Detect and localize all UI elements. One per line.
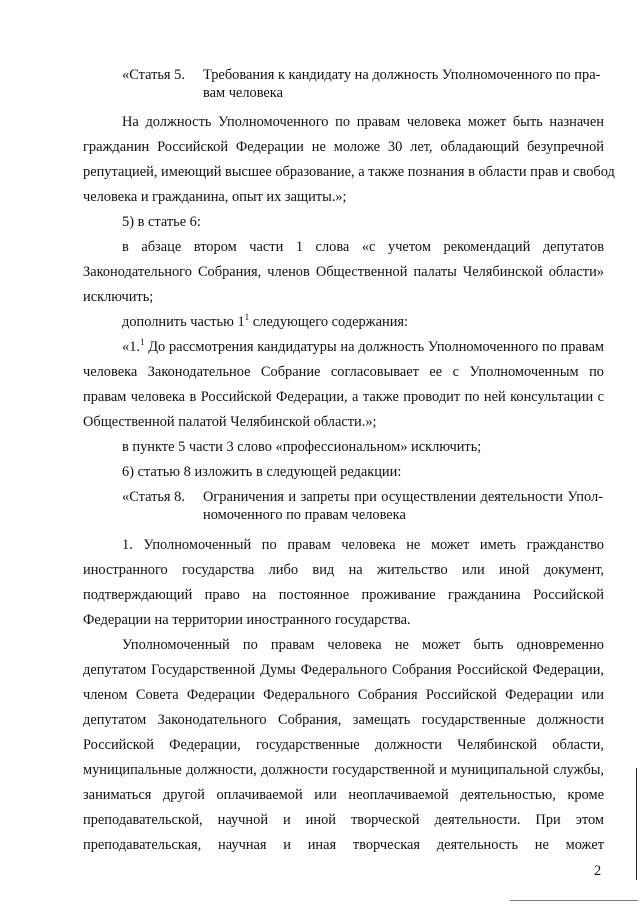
- paragraph-text: следующего содержания:: [249, 314, 409, 330]
- paragraph-line: правам человека в Российской Федерации, а также проводит по ней консультации с: [83, 389, 604, 405]
- paragraph-line: подтверждающий право на постоянное проживание гражданина Российской: [83, 587, 604, 603]
- paragraph-line: членом Совета Федерации Федерального Собрания Российской Федерации или: [83, 687, 604, 703]
- paragraph-line: преподавательской, научной и иной творческой деятельности. При этом: [83, 812, 604, 828]
- paragraph-line: в абзаце втором части 1 слова «с учетом рекомендаций депутатов: [122, 239, 604, 255]
- paragraph-line: в пункте 5 части 3 слово «профессиональном» исключить;: [122, 439, 482, 455]
- paragraph-line: Федерации на территории иностранного государства.: [83, 612, 411, 628]
- paragraph-line: заниматься другой оплачиваемой или неоплачиваемой деятельностью, кроме: [83, 787, 604, 803]
- scan-edge-line: [636, 768, 637, 880]
- paragraph-line: человека Законодательное Собрание согласовывает ее с Уполномоченным по: [83, 364, 604, 380]
- paragraph-line: [122, 338, 604, 356]
- paragraph-line: исключить;: [83, 289, 154, 305]
- paragraph-line: депутатом Государственной Думы Федерального Собрания Российской Федерации,: [83, 662, 604, 678]
- paragraph-text: До рассмотрения кандидатуры на должность Уполномоченного по правам: [144, 339, 604, 355]
- paragraph-line: преподавательская, научная и иная творческая деятельность не может: [83, 837, 604, 853]
- paragraph-line: 6) статью 8 изложить в следующей редакции:: [122, 464, 402, 480]
- superscript: 1: [140, 337, 145, 348]
- page-number: 2: [594, 863, 602, 879]
- paragraph-line: человека и гражданина, опыт их защиты.»;: [83, 189, 347, 205]
- article-8-title-line-1: Ограничения и запреты при осуществлении деятельности Упол-: [203, 489, 603, 505]
- paragraph-line: На должность Уполномоченного по правам человека может быть назначен: [122, 114, 604, 130]
- paragraph-line: Российской Федерации, государственные должности Челябинской области,: [83, 737, 604, 753]
- scan-edge-line: [510, 900, 638, 901]
- paragraph-line: [122, 313, 408, 331]
- paragraph-line: Уполномоченный по правам человека не может быть одновременно: [122, 637, 604, 653]
- paragraph-text: дополнить частью 1: [122, 314, 245, 330]
- paragraph-line: 5) в статье 6:: [122, 214, 201, 230]
- article-5-title-line-2: вам человека: [203, 85, 283, 101]
- article-5-label: «Статья 5.: [122, 67, 185, 83]
- paragraph-line: иностранного государства либо вид на жительство или иной документ,: [83, 562, 604, 578]
- article-5-title-line-1: Требования к кандидату на должность Уполномоченного по пра-: [203, 67, 601, 83]
- paragraph-line: муниципальные должности, должности государственной и муниципальной службы,: [83, 762, 604, 778]
- paragraph-line: депутатом Законодательного Собрания, замещать государственные должности: [83, 712, 604, 728]
- paragraph-line: репутацией, имеющий высшее образование, а также познания в области прав и свобод: [83, 164, 615, 180]
- paragraph-line: гражданин Российской Федерации не моложе 30 лет, обладающий безупречной: [83, 139, 604, 155]
- article-8-title-line-2: номоченного по правам человека: [203, 507, 406, 523]
- paragraph-line: Общественной палатой Челябинской области.»;: [83, 414, 377, 430]
- paragraph-line: 1. Уполномоченный по правам человека не может иметь гражданство: [122, 537, 604, 553]
- article-8-label: «Статья 8.: [122, 489, 185, 505]
- paragraph-text: «1.: [122, 339, 140, 355]
- paragraph-line: Законодательного Собрания, членов Общественной палаты Челябинской области»: [83, 264, 604, 280]
- superscript: 1: [244, 312, 250, 323]
